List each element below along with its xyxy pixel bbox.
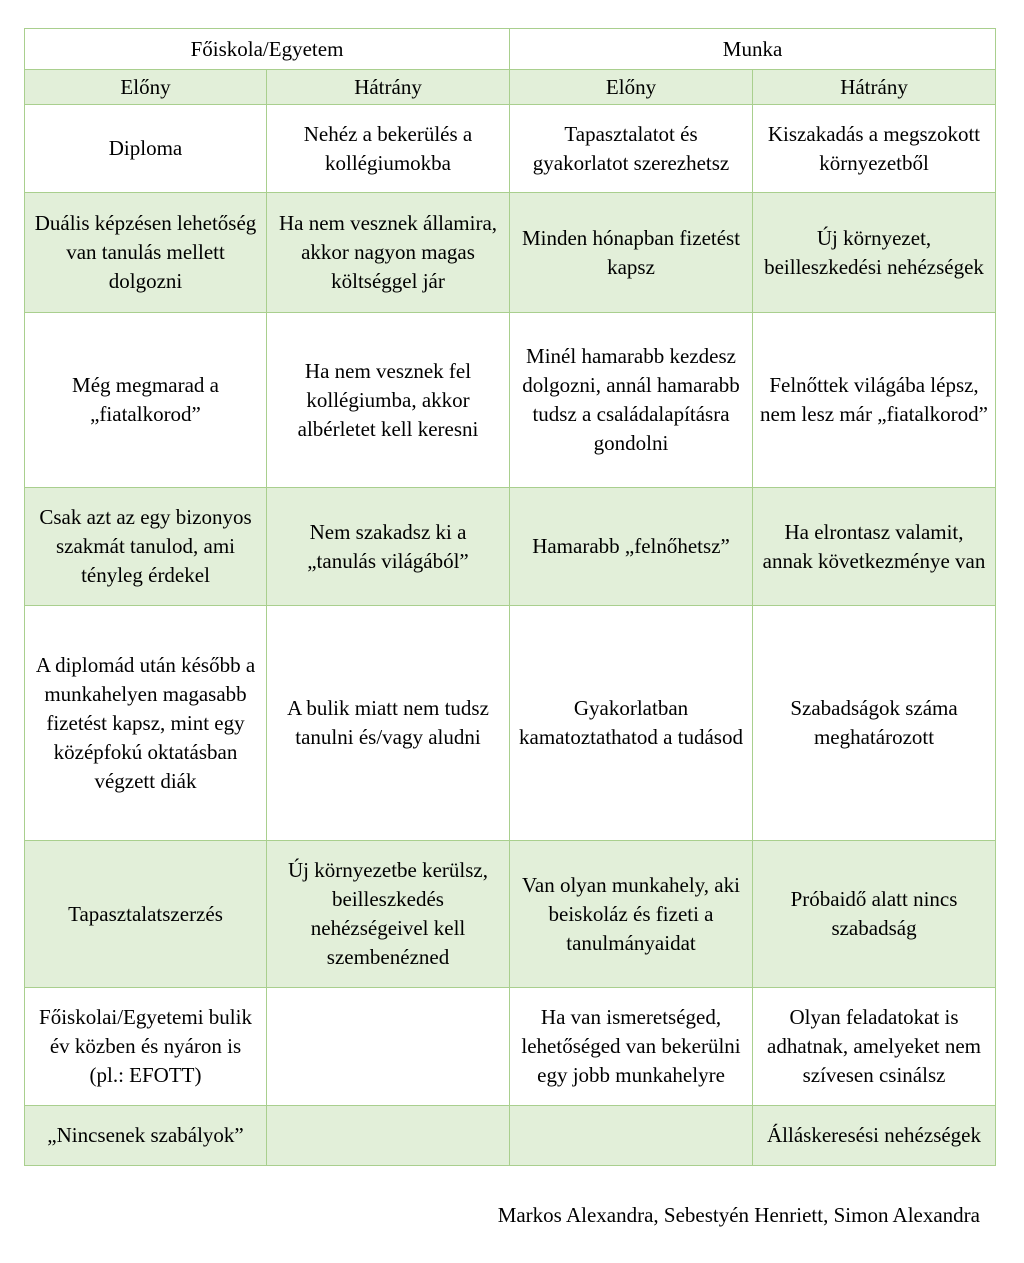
- cell-work-pro: Minél hamarabb kezdesz dolgozni, annál hamarabb tudsz a családalapításra gondolni: [510, 313, 753, 488]
- cell-work-con: Próbaidő alatt nincs szabadság: [753, 841, 996, 988]
- cell-work-con: Ha elrontasz valamit, annak következménye van: [753, 488, 996, 606]
- column-header-work-pro: Előny: [510, 70, 753, 105]
- cell-work-con: Álláskeresési nehézségek: [753, 1106, 996, 1166]
- cell-school-pro: „Nincsenek szabályok”: [25, 1106, 267, 1166]
- column-header-school-con: Hátrány: [267, 70, 510, 105]
- cell-school-pro: A diplomád után később a munkahelyen magasabb fizetést kapsz, mint egy középfokú oktatásban végzett diák: [25, 606, 267, 841]
- table-row: [25, 313, 996, 488]
- group-header-school: Főiskola/Egyetem: [25, 29, 510, 70]
- cell-school-pro: Még megmarad a „fiatalkorod”: [25, 313, 267, 488]
- cell-work-pro: Tapasztalatot és gyakorlatot szerezhetsz: [510, 105, 753, 193]
- table-row: [25, 841, 996, 988]
- group-header-row: [25, 29, 996, 70]
- cell-school-con: Ha nem vesznek államira, akkor nagyon magas költséggel jár: [267, 193, 510, 313]
- cell-school-con: A bulik miatt nem tudsz tanulni és/vagy aludni: [267, 606, 510, 841]
- table-row: [25, 1106, 996, 1166]
- cell-work-pro: Gyakorlatban kamatoztathatod a tudásod: [510, 606, 753, 841]
- cell-school-con: [267, 988, 510, 1106]
- cell-school-con: Nehéz a bekerülés a kollégiumokba: [267, 105, 510, 193]
- column-header-school-pro: Előny: [25, 70, 267, 105]
- cell-school-pro: Főiskolai/Egyetemi bulik év közben és nyáron is (pl.: EFOTT): [25, 988, 267, 1106]
- cell-work-con: Szabadságok száma meghatározott: [753, 606, 996, 841]
- table-row: [25, 105, 996, 193]
- cell-school-con: [267, 1106, 510, 1166]
- cell-work-con: Felnőttek világába lépsz, nem lesz már „fiatalkorod”: [753, 313, 996, 488]
- author-credit: Markos Alexandra, Sebestyén Henriett, Simon Alexandra: [497, 1203, 980, 1227]
- cell-work-pro: Ha van ismeretséged, lehetőséged van bekerülni egy jobb munkahelyre: [510, 988, 753, 1106]
- cell-school-pro: Tapasztalatszerzés: [25, 841, 267, 988]
- cell-school-con: Nem szakadsz ki a „tanulás világából”: [267, 488, 510, 606]
- cell-work-pro: [510, 1106, 753, 1166]
- cell-school-pro: Csak azt az egy bizonyos szakmát tanulod, ami tényleg érdekel: [25, 488, 267, 606]
- comparison-table: [24, 28, 996, 1166]
- cell-work-pro: Minden hónapban fizetést kapsz: [510, 193, 753, 313]
- table-row: [25, 606, 996, 841]
- group-header-work: Munka: [510, 29, 996, 70]
- cell-work-con: Olyan feladatokat is adhatnak, amelyeket nem szívesen csinálsz: [753, 988, 996, 1106]
- cell-school-pro: Duális képzésen lehetőség van tanulás mellett dolgozni: [25, 193, 267, 313]
- column-header-work-con: Hátrány: [753, 70, 996, 105]
- table-row: [25, 488, 996, 606]
- cell-work-con: Kiszakadás a megszokott környezetből: [753, 105, 996, 193]
- cell-work-con: Új környezet, beilleszkedési nehézségek: [753, 193, 996, 313]
- cell-work-pro: Hamarabb „felnőhetsz”: [510, 488, 753, 606]
- column-header-row: [25, 70, 996, 105]
- cell-school-pro: Diploma: [25, 105, 267, 193]
- table-row: [25, 988, 996, 1106]
- cell-work-pro: Van olyan munkahely, aki beiskoláz és fizeti a tanulmányaidat: [510, 841, 753, 988]
- table-row: [25, 193, 996, 313]
- cell-school-con: Ha nem vesznek fel kollégiumba, akkor albérletet kell keresni: [267, 313, 510, 488]
- cell-school-con: Új környezetbe kerülsz, beilleszkedés nehézségeivel kell szembenézned: [267, 841, 510, 988]
